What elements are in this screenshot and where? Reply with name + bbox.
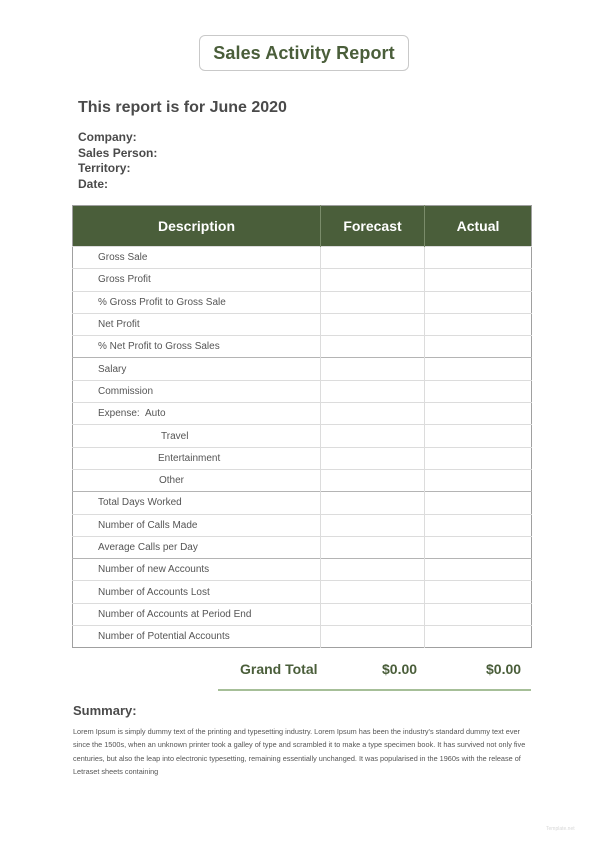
table-row — [73, 469, 532, 491]
title-box — [199, 35, 409, 71]
row-forecast-cell[interactable] — [321, 403, 425, 425]
summary-heading: Summary: — [73, 703, 137, 718]
row-actual-cell[interactable] — [425, 603, 532, 625]
row-description: Travel — [73, 425, 321, 447]
row-forecast-cell[interactable] — [321, 559, 425, 581]
row-description: Entertainment — [73, 447, 321, 469]
row-forecast-cell[interactable] — [321, 447, 425, 469]
sales-person-field-label: Sales Person: — [78, 145, 158, 160]
row-description: Number of new Accounts — [73, 559, 321, 581]
header-actual: Actual — [425, 206, 532, 247]
row-description: Number of Accounts at Period End — [73, 603, 321, 625]
row-actual-cell[interactable] — [425, 380, 532, 402]
row-description: Average Calls per Day — [73, 536, 321, 558]
row-actual-cell[interactable] — [425, 447, 532, 469]
table-row — [73, 358, 532, 380]
row-actual-cell[interactable] — [425, 403, 532, 425]
row-description: Gross Profit — [73, 269, 321, 291]
company-field-label: Company: — [78, 130, 137, 144]
summary-body: Lorem Ipsum is simply dummy text of the printing and typesetting industry. Lorem Ipsum has been the industry's standard dummy text ever since the 1500s, when an unknown printer took a galley of type and scrambled it to make a type specimen book. It has survived not only five centuries, but also the leap into electronic typesetting, remaining essentially unchanged. It was popularised in the 1960s with the release of Letraset sheets containing — [73, 727, 526, 776]
table-row — [73, 425, 532, 447]
row-description: Number of Accounts Lost — [73, 581, 321, 603]
grand-total-forecast: $0.00 — [382, 661, 418, 677]
table-row — [73, 291, 532, 313]
row-actual-cell[interactable] — [425, 247, 532, 269]
header-forecast: Forecast — [321, 206, 425, 247]
row-forecast-cell[interactable] — [321, 581, 425, 603]
row-forecast-cell[interactable] — [321, 358, 425, 380]
table-row — [73, 313, 532, 335]
row-description: Number of Calls Made — [73, 514, 321, 536]
row-forecast-cell[interactable] — [321, 469, 425, 491]
row-actual-cell[interactable] — [425, 291, 532, 313]
row-description: Other — [73, 469, 321, 491]
report-period-heading: This report is for June 2020 — [78, 99, 287, 116]
table-row — [73, 403, 532, 425]
document-title: Sales Activity Report — [213, 42, 395, 63]
table-header-row — [73, 206, 532, 247]
table-row — [73, 603, 532, 625]
row-description: Total Days Worked — [73, 492, 321, 514]
row-actual-cell[interactable] — [425, 425, 532, 447]
row-actual-cell[interactable] — [425, 358, 532, 380]
table-row — [73, 380, 532, 402]
table-row — [73, 492, 532, 514]
row-actual-cell[interactable] — [425, 469, 532, 491]
expense-prefix: Expense: — [98, 408, 140, 420]
row-actual-cell[interactable] — [425, 269, 532, 291]
header-description: Description — [73, 206, 321, 247]
row-forecast-cell[interactable] — [321, 247, 425, 269]
table-row — [73, 581, 532, 603]
row-actual-cell[interactable] — [425, 626, 532, 648]
table-row — [73, 269, 532, 291]
row-description — [73, 403, 321, 425]
row-forecast-cell[interactable] — [321, 492, 425, 514]
grand-total-label: Grand Total — [240, 661, 318, 677]
watermark: Template.net — [546, 826, 575, 832]
table-row — [73, 447, 532, 469]
grand-total-row — [218, 657, 531, 691]
table-row — [73, 247, 532, 269]
row-actual-cell[interactable] — [425, 559, 532, 581]
table-row — [73, 559, 532, 581]
table-row — [73, 514, 532, 536]
row-actual-cell[interactable] — [425, 536, 532, 558]
row-forecast-cell[interactable] — [321, 536, 425, 558]
meta-fields — [78, 130, 157, 192]
row-description: % Gross Profit to Gross Sale — [73, 291, 321, 313]
row-actual-cell[interactable] — [425, 313, 532, 335]
row-description: Net Profit — [73, 313, 321, 335]
table-row — [73, 536, 532, 558]
row-forecast-cell[interactable] — [321, 603, 425, 625]
row-forecast-cell[interactable] — [321, 514, 425, 536]
row-forecast-cell[interactable] — [321, 269, 425, 291]
row-description: Salary — [73, 358, 321, 380]
row-forecast-cell[interactable] — [321, 336, 425, 358]
row-actual-cell[interactable] — [425, 492, 532, 514]
grand-total-actual: $0.00 — [486, 661, 522, 677]
row-forecast-cell[interactable] — [321, 380, 425, 402]
expense-auto-label: Auto — [145, 408, 166, 420]
row-description: Gross Sale — [73, 247, 321, 269]
row-description: Number of Potential Accounts — [73, 626, 321, 648]
sales-activity-table — [72, 205, 532, 648]
row-forecast-cell[interactable] — [321, 313, 425, 335]
row-actual-cell[interactable] — [425, 336, 532, 358]
table-row — [73, 336, 532, 358]
row-description: % Net Profit to Gross Sales — [73, 336, 321, 358]
row-actual-cell[interactable] — [425, 581, 532, 603]
row-actual-cell[interactable] — [425, 514, 532, 536]
row-forecast-cell[interactable] — [321, 425, 425, 447]
date-field-label: Date: — [78, 176, 109, 191]
row-forecast-cell[interactable] — [321, 291, 425, 313]
row-forecast-cell[interactable] — [321, 626, 425, 648]
table-row — [73, 626, 532, 648]
territory-field-label: Territory: — [78, 161, 131, 175]
row-description: Commission — [73, 380, 321, 402]
